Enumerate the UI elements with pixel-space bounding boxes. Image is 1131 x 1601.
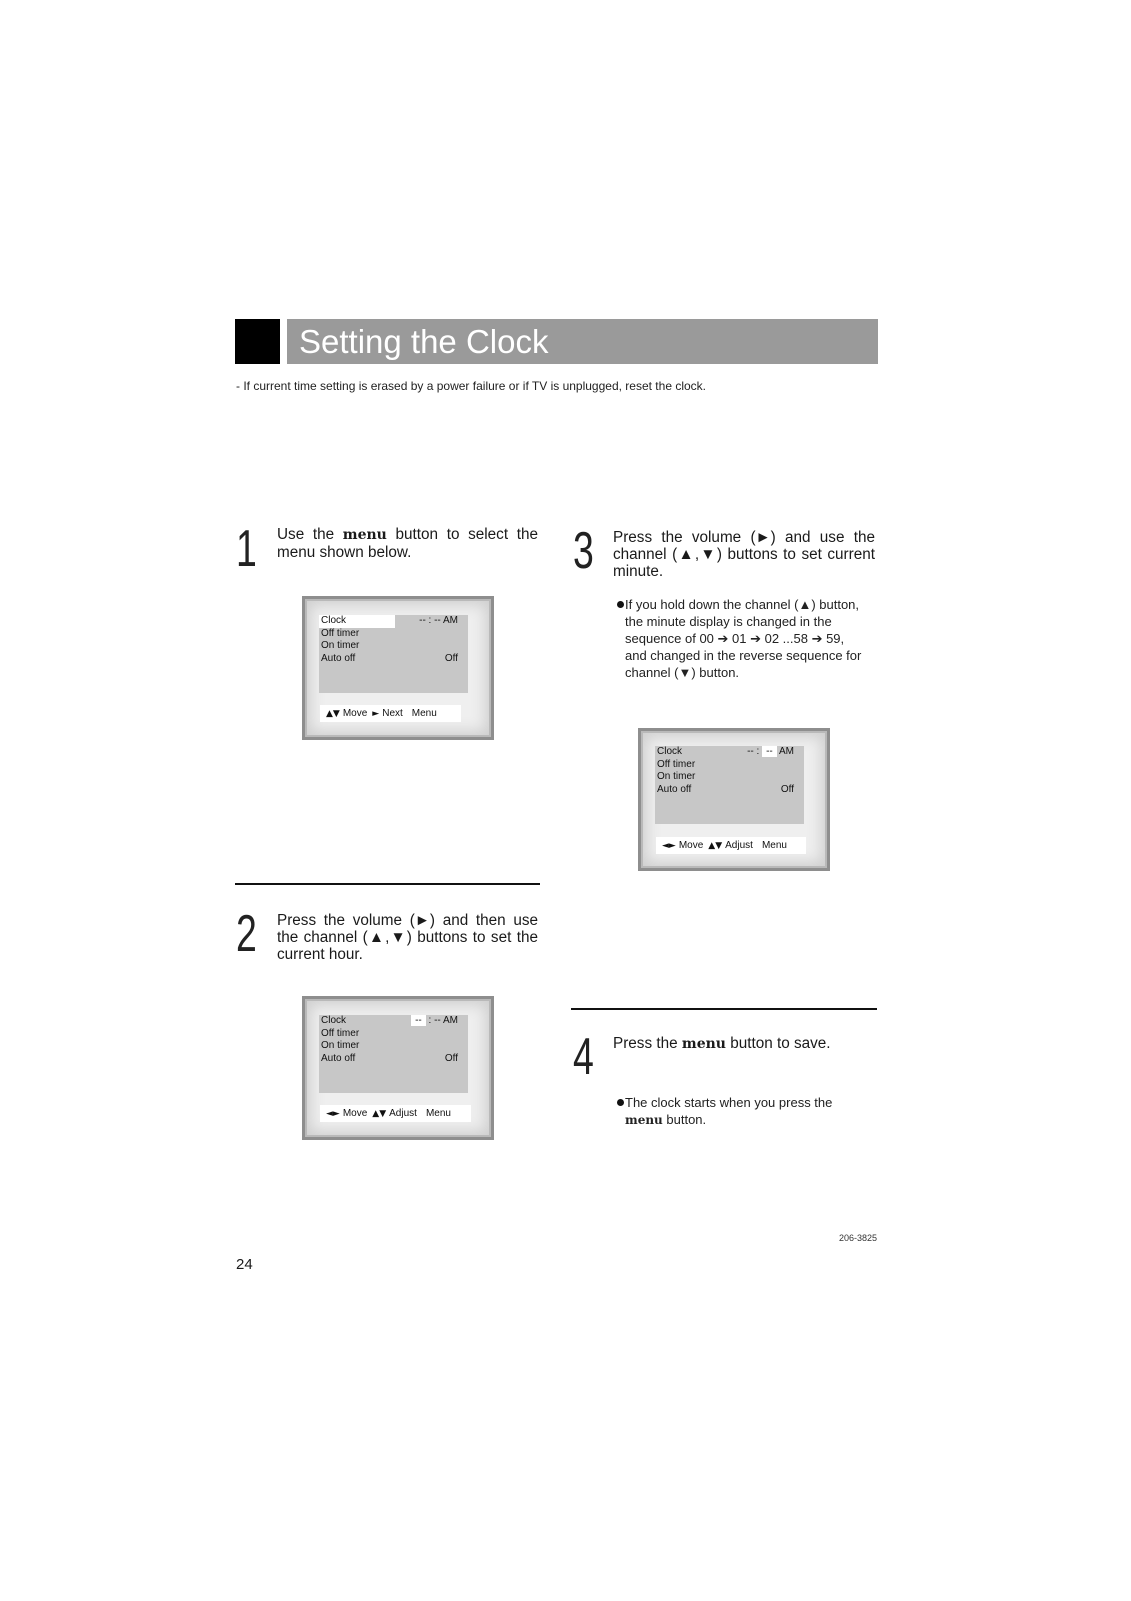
bullet-line: The clock starts when you press the (625, 1094, 833, 1110)
step-4-instruction (613, 1035, 875, 1053)
menu-label: Clock (321, 1015, 347, 1026)
step-2-instruction (277, 912, 538, 963)
menu-value: -- : -- AM (419, 615, 458, 626)
menu-row-auto-off (319, 1053, 468, 1066)
menu-value (747, 746, 794, 759)
menu-label: Off timer (657, 758, 696, 770)
menu-row-on-timer (319, 640, 468, 653)
up-down-arrow-icon: ▲▼ (708, 841, 723, 851)
left-right-arrow-icon: ◄► (662, 841, 676, 851)
menu-keyword: menu (342, 526, 387, 543)
menu-label: On timer (657, 771, 696, 782)
bullet-line: sequence of 00 ➔ 01 ➔ 02 ...58 ➔ 59, (625, 630, 845, 646)
menu-row-auto-off (319, 653, 468, 666)
footer-label-menu: Menu (761, 840, 787, 851)
footer-label-adjust: Adjust (725, 840, 753, 851)
step-1-instruction (277, 526, 538, 561)
up-down-arrow-icon: ▲▼ (372, 1109, 387, 1119)
menu-keyword: menu (625, 1112, 663, 1127)
menu-value: Off (444, 652, 458, 664)
time-prefix: -- : (747, 746, 760, 757)
intro-note: - If current time setting is erased by a power failure or if TV is unplugged, reset the clock. (236, 379, 706, 393)
title-bar (287, 319, 878, 364)
time-rest: : -- AM (428, 1015, 458, 1026)
time-suffix: AM (779, 746, 794, 757)
bullet-line (625, 1111, 832, 1129)
minute-selected: -- (762, 746, 777, 757)
step-4-line-1 (613, 1035, 875, 1053)
menu-row-off-timer (319, 628, 468, 641)
footer-label-menu: Menu (425, 1108, 451, 1119)
bullet-icon (617, 601, 624, 608)
menu-footer-bar (320, 1105, 471, 1122)
step-2-line-2: the channel (▲,▼) buttons to set the (277, 928, 538, 946)
text: Press the (613, 1034, 682, 1052)
step-number-1: 1 (236, 520, 257, 578)
menu-label: Auto off (657, 783, 692, 795)
menu-label: Auto off (321, 1052, 356, 1064)
footer-label-next: Next (382, 708, 403, 719)
menu-footer-bar (320, 705, 461, 722)
hour-selected: -- (411, 1015, 426, 1026)
up-down-arrow-icon: ▲▼ (326, 709, 340, 719)
menu-value (411, 1015, 458, 1028)
text: button to select the (386, 525, 538, 543)
step-3-line-1: Press the volume (►) and use the (613, 528, 875, 546)
step-number-2: 2 (236, 905, 257, 963)
page-title: Setting the Clock (299, 323, 549, 360)
page-number: 24 (236, 1256, 253, 1273)
step-4-bullet (617, 1094, 832, 1129)
right-arrow-icon: ► (372, 709, 380, 719)
menu-label: On timer (321, 640, 360, 651)
step-3-line-3: minute. (613, 562, 664, 580)
menu-row-clock (655, 746, 804, 759)
text: Use the (277, 525, 343, 543)
footer-label-move: Move (342, 1108, 368, 1119)
menu-label: Clock (321, 615, 347, 626)
menu-panel (319, 615, 468, 693)
step-1-line-1 (277, 526, 538, 544)
bullet-line: channel (▼) button. (625, 664, 740, 680)
bullet-line: If you hold down the channel (▲) button, (625, 596, 860, 612)
menu-keyword: menu (681, 1035, 726, 1052)
tv-menu-screen-1 (302, 596, 494, 740)
step-2-line-1: Press the volume (►) and then use (277, 911, 538, 929)
tv-menu-screen-2 (302, 996, 494, 1140)
menu-row-clock (319, 615, 468, 628)
section-divider (235, 883, 540, 885)
menu-label: Off timer (321, 1027, 360, 1039)
step-1-line-2: menu shown below. (277, 543, 412, 561)
text: button to save. (725, 1034, 831, 1052)
step-3-bullet (617, 596, 861, 681)
menu-label: Off timer (321, 627, 360, 639)
step-number-4: 4 (573, 1028, 594, 1086)
menu-row-on-timer (655, 771, 804, 784)
title-block (235, 319, 280, 364)
section-divider (571, 1008, 877, 1010)
step-3-line-2: channel (▲,▼) buttons to set current (613, 545, 875, 563)
menu-panel (655, 746, 804, 824)
menu-label: Auto off (321, 652, 356, 664)
text: button. (662, 1111, 707, 1127)
left-right-arrow-icon: ◄► (326, 1109, 340, 1119)
menu-row-off-timer (655, 759, 804, 772)
step-number-3: 3 (573, 522, 594, 580)
footer-label-adjust: Adjust (389, 1108, 417, 1119)
bullet-line: and changed in the reverse sequence for (625, 647, 862, 663)
footer-label-menu: Menu (411, 708, 437, 719)
menu-value: Off (444, 1052, 458, 1064)
step-3-instruction (613, 529, 875, 580)
menu-value: Off (780, 783, 794, 795)
bullet-line: the minute display is changed in the (625, 613, 832, 629)
footer-label-move: Move (678, 840, 704, 851)
menu-panel (319, 1015, 468, 1093)
menu-row-off-timer (319, 1028, 468, 1041)
menu-label: Clock (657, 746, 683, 757)
document-code: 206-3825 (838, 1233, 877, 1243)
menu-label: On timer (321, 1040, 360, 1051)
tv-menu-screen-3 (638, 728, 830, 871)
bullet-icon (617, 1099, 624, 1106)
menu-row-on-timer (319, 1040, 468, 1053)
step-2-line-3: current hour. (277, 945, 363, 963)
menu-row-clock (319, 1015, 468, 1028)
menu-row-auto-off (655, 784, 804, 797)
menu-footer-bar (656, 837, 806, 854)
footer-label-move: Move (342, 708, 368, 719)
